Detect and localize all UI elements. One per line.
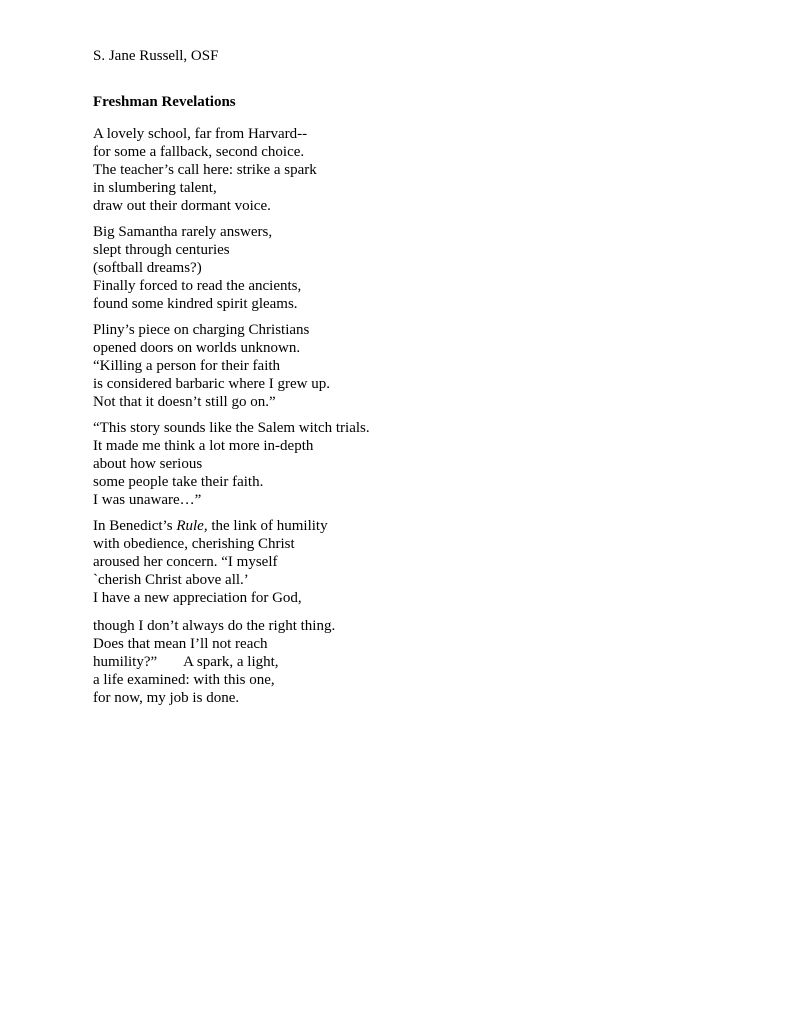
stanza-6 xyxy=(93,617,335,707)
poem-line: with obedience, cherishing Christ xyxy=(93,536,295,552)
stanza-1 xyxy=(93,125,317,215)
poem-line xyxy=(93,653,335,671)
poem-line: is considered barbaric where I grew up. xyxy=(93,376,330,392)
poem-line: Big Samantha rarely answers, xyxy=(93,224,273,240)
poem-line: found some kindred spirit gleams. xyxy=(93,296,298,312)
italic-title-rule: Rule, xyxy=(176,518,208,534)
poem-line: aroused her concern. “I myself xyxy=(93,554,278,570)
poem-line: `cherish Christ above all.’ xyxy=(93,572,249,588)
poem-line: Finally forced to read the ancients, xyxy=(93,278,302,294)
poem-line: “This story sounds like the Salem witch trials. xyxy=(93,420,370,436)
author-line: S. Jane Russell, OSF xyxy=(93,48,219,64)
poem-line: A lovely school, far from Harvard-- xyxy=(93,126,308,142)
poem-line xyxy=(93,517,328,535)
poem-line: “Killing a person for their faith xyxy=(93,358,281,374)
poem-line: though I don’t always do the right thing. xyxy=(93,618,336,634)
poem-title: Freshman Revelations xyxy=(93,94,236,110)
poem-line: Not that it doesn’t still go on.” xyxy=(93,394,276,410)
poem-line: opened doors on worlds unknown. xyxy=(93,340,301,356)
stanza-5 xyxy=(93,517,328,607)
line-text: the link of humility xyxy=(207,518,328,534)
line-text: humility?” xyxy=(93,654,158,670)
poem-line: for now, my job is done. xyxy=(93,690,240,706)
poem-line: The teacher’s call here: strike a spark xyxy=(93,162,317,178)
stanza-4 xyxy=(93,419,370,509)
poem-line: slept through centuries xyxy=(93,242,230,258)
poem-line: a life examined: with this one, xyxy=(93,672,275,688)
poem-line: (softball dreams?) xyxy=(93,260,202,276)
poem-line: about how serious xyxy=(93,456,203,472)
line-text: A spark, a light, xyxy=(183,654,279,670)
line-text: In Benedict’s xyxy=(93,518,177,534)
poem-line: in slumbering talent, xyxy=(93,180,217,196)
poem-line: I was unaware…” xyxy=(93,492,202,508)
poem-line: Pliny’s piece on charging Christians xyxy=(93,322,310,338)
poem-line: It made me think a lot more in-depth xyxy=(93,438,314,454)
poem-line: draw out their dormant voice. xyxy=(93,198,271,214)
poem-line: some people take their faith. xyxy=(93,474,264,490)
poem-line: I have a new appreciation for God, xyxy=(93,590,302,606)
stanza-3 xyxy=(93,321,330,411)
stanza-2 xyxy=(93,223,301,313)
document-page xyxy=(93,46,713,706)
poem-line: Does that mean I’ll not reach xyxy=(93,636,268,652)
poem-line: for some a fallback, second choice. xyxy=(93,144,305,160)
